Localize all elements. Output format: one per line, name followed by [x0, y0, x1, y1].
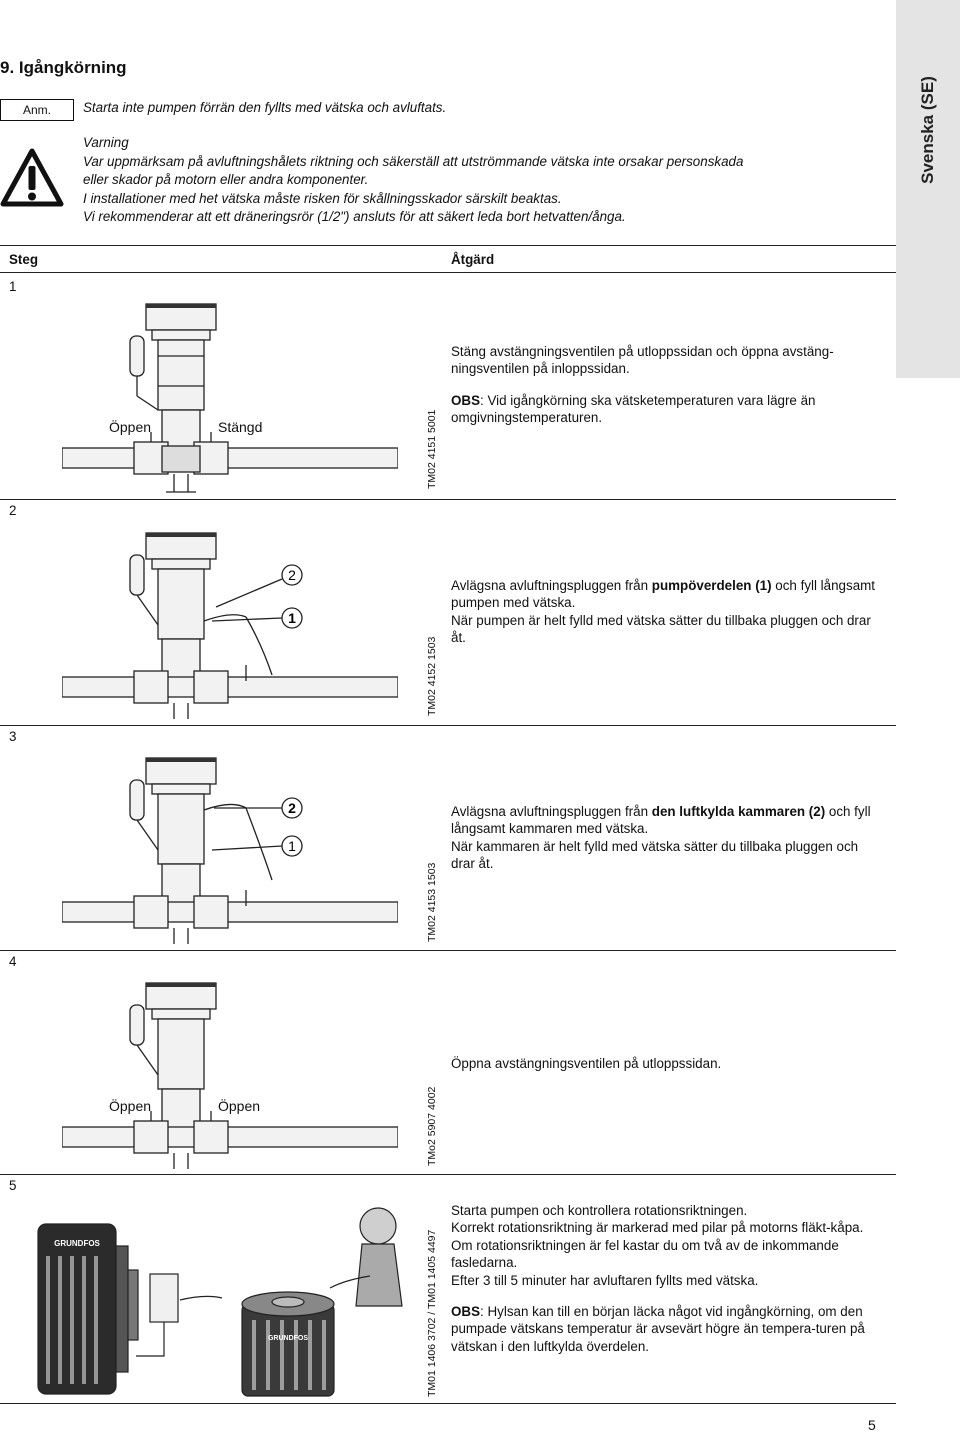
page-number: 5 — [868, 1417, 876, 1433]
figure-code: TMo2 5907 4002 — [426, 1086, 438, 1166]
callout-number: 1 — [288, 610, 296, 626]
step-text — [451, 577, 876, 612]
warning-heading: Varning — [83, 135, 129, 150]
step-text: Stäng avstängningsventilen på utloppssidan och öppna avstäng-ningsventilen på inloppssidan. — [451, 344, 834, 377]
step-text-part: och fyll långsamt kammaren med vätska. — [451, 804, 871, 837]
step-text-part: Avlägsna avluftningspluggen från — [451, 804, 652, 819]
step-text: När kammaren är helt fylld med vätska sätter du tillbaka pluggen och drar åt. — [451, 838, 859, 872]
step-number: 5 — [9, 1178, 17, 1193]
pump-diagram-vent-top — [62, 525, 398, 721]
brand-logo-text: GRUNDFOS — [54, 1239, 100, 1248]
step-text-part: och fyll långsamt pumpen med vätska. — [451, 578, 876, 611]
step-description — [451, 1202, 876, 1355]
step-description — [451, 343, 876, 427]
step-text: När pumpen är helt fylld med vätska sätter du tillbaka pluggen och drar åt. — [451, 612, 871, 646]
note-badge: Anm. — [0, 99, 74, 121]
obs-note — [451, 1303, 876, 1355]
motor-rotation-illustration — [30, 1196, 410, 1400]
step-number: 3 — [9, 729, 17, 744]
step-description — [451, 1055, 876, 1072]
row-divider — [0, 950, 896, 951]
warning-triangle-icon — [0, 148, 64, 208]
step-text: Öppna avstängningsventilen på utloppssidan. — [451, 1056, 722, 1071]
step-text-part: Avlägsna avluftningspluggen från — [451, 578, 652, 593]
step-text: Om rotationsriktningen är fel kastar du om två av de inkommande fasledarna. — [451, 1237, 839, 1271]
warning-line: I installationer med het vätska måste risken för skållningsskador särskilt beaktas. — [83, 190, 562, 206]
step-text-emphasis: pumpöverdelen (1) — [651, 578, 772, 593]
figure-code: TM02 4153 1503 — [426, 862, 438, 942]
obs-label: OBS — [451, 1304, 481, 1320]
obs-text: : Vid igångkörning ska vätsketemperaturen vara lägre än omgivningstemperaturen. — [451, 392, 816, 426]
figure-code: TM02 4152 1503 — [426, 636, 438, 716]
column-header-step: Steg — [9, 252, 39, 267]
obs-label: OBS — [451, 392, 481, 408]
row-divider — [0, 499, 896, 500]
pump-diagram-valves-open — [62, 975, 398, 1171]
valve-label-outlet: Öppen — [218, 1098, 261, 1114]
figure-code: TM02 4151 5001 — [426, 409, 438, 489]
row-divider — [0, 725, 896, 726]
callout-number: 2 — [288, 800, 296, 816]
step-description — [451, 577, 876, 647]
pump-diagram-valves — [62, 296, 398, 494]
warning-block — [83, 134, 883, 227]
note-text: Starta inte pumpen förrän den fyllts med vätska och avluftats. — [83, 100, 447, 115]
step-text: Efter 3 till 5 minuter har avluftaren fyllts med vätska. — [451, 1272, 759, 1288]
warning-line: eller skador på motorn eller andra komponenter. — [83, 172, 369, 188]
table-bottom-rule — [0, 1403, 896, 1404]
figure-code: TM01 1406 3702 / TM01 1405 4497 — [426, 1229, 438, 1397]
obs-text: : Hylsan kan till en början läcka något vid ingångkörning, om den pumpade vätskans temperatur är avsevärt högre än tempera-turen på vätskan i den luftkylda överdelen. — [451, 1304, 865, 1354]
callout-number: 2 — [288, 567, 296, 583]
step-text — [451, 803, 876, 838]
step-number: 2 — [9, 503, 17, 518]
obs-note — [451, 392, 876, 427]
language-tab[interactable] — [896, 0, 960, 378]
valve-label-inlet: Öppen — [109, 1098, 152, 1114]
callout-number: 1 — [288, 838, 296, 854]
valve-label-inlet: Öppen — [109, 419, 152, 435]
step-description — [451, 803, 876, 873]
step-number: 4 — [9, 954, 17, 969]
warning-line: Vi rekommenderar att ett dräneringsrör (1/2") ansluts för att säkert leda bort hetvatten/ånga. — [83, 209, 626, 225]
brand-logo-text: GRUNDFOS — [267, 1335, 309, 1342]
row-divider — [0, 1174, 896, 1175]
pump-diagram-vent-chamber — [62, 750, 398, 946]
table-header-rule — [0, 272, 896, 273]
language-tab-label: Svenska (SE) — [918, 76, 937, 184]
step-text-emphasis: den luftkylda kammaren (2) — [651, 804, 826, 819]
table-top-rule — [0, 245, 896, 246]
section-title: 9. Igångkörning — [0, 58, 127, 77]
valve-label-outlet: Stängd — [218, 419, 263, 435]
step-number: 1 — [9, 279, 17, 294]
column-header-action: Åtgärd — [451, 252, 495, 267]
step-text: Korrekt rotationsriktning är markerad med pilar på motorns fläkt-kåpa. — [451, 1220, 864, 1236]
warning-line: Var uppmärksam på avluftningshålets riktning och säkerställ att utströmmande vätska inte orsakar personskada — [83, 153, 744, 169]
step-text: Starta pumpen och kontrollera rotationsriktningen. — [451, 1203, 748, 1218]
